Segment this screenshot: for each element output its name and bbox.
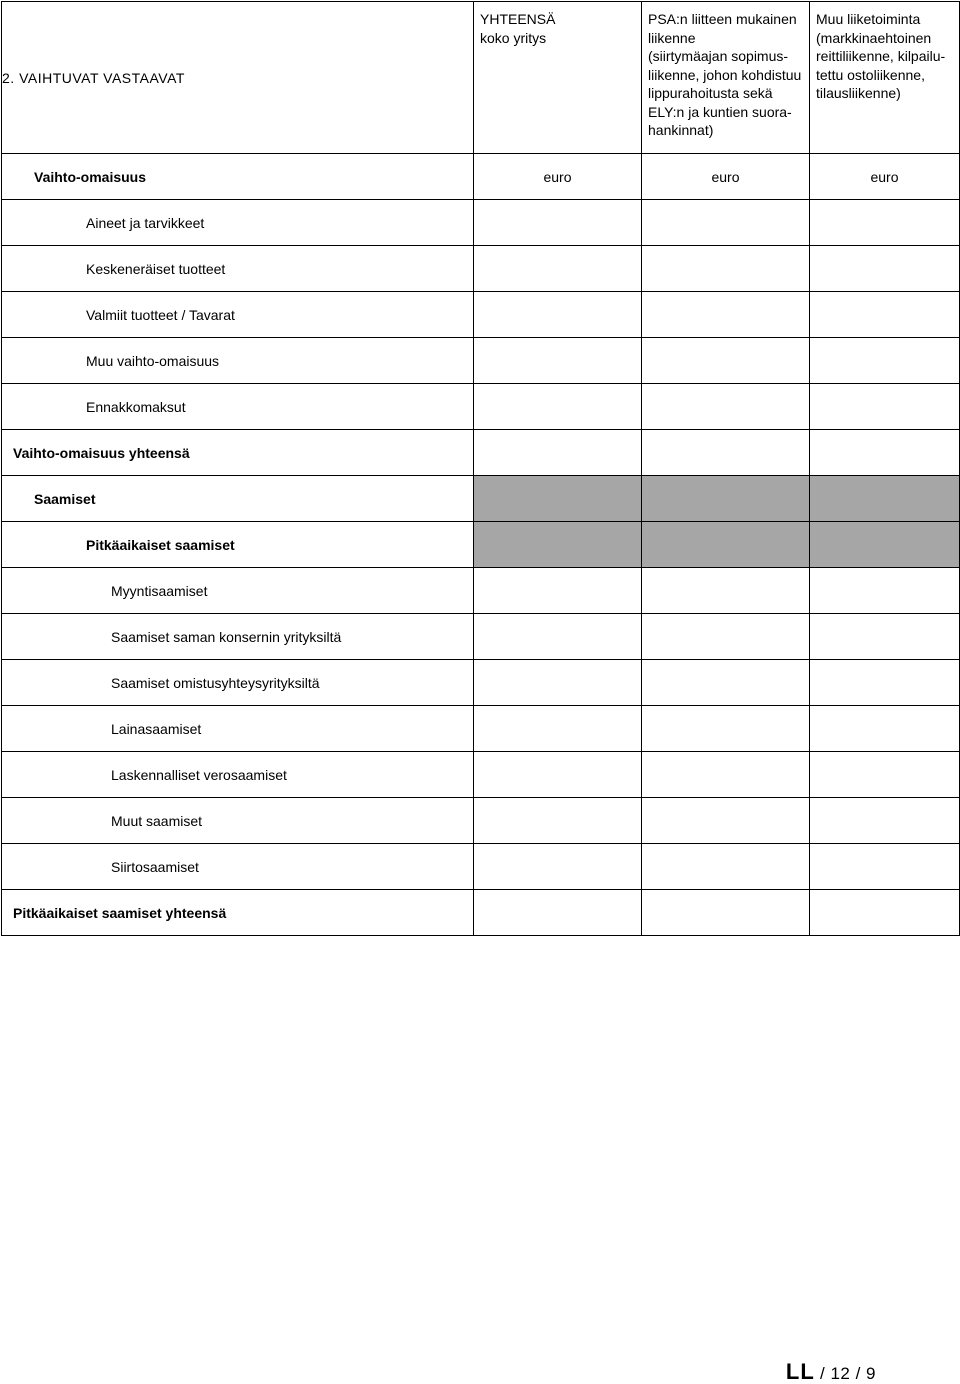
table-row: [2, 476, 960, 522]
table-row: [2, 338, 960, 384]
table-row: [2, 660, 960, 706]
value-cell-psa[interactable]: [642, 430, 810, 476]
shaded-cell: [642, 476, 810, 522]
shaded-cell: [474, 522, 642, 568]
value-cell-total[interactable]: [474, 752, 642, 798]
row-label: Aineet ja tarvikkeet: [2, 200, 474, 246]
value-cell-other[interactable]: [810, 844, 960, 890]
value-cell-psa[interactable]: [642, 706, 810, 752]
row-label-total: Vaihto-omaisuus yhteensä: [2, 430, 474, 476]
row-label: Saamiset omistusyhteysyrityksiltä: [2, 660, 474, 706]
value-cell-psa[interactable]: [642, 614, 810, 660]
row-label: Lainasaamiset: [2, 706, 474, 752]
column-header-total: YHTEENSÄ koko yritys: [474, 2, 642, 154]
table-row: [2, 200, 960, 246]
value-cell-total[interactable]: [474, 384, 642, 430]
value-cell-psa[interactable]: [642, 384, 810, 430]
form-code: LL: [785, 1359, 815, 1384]
table-row: [2, 522, 960, 568]
row-label-heading: Saamiset: [2, 476, 474, 522]
row-label: Siirtosaamiset: [2, 844, 474, 890]
value-cell-total[interactable]: [474, 200, 642, 246]
shaded-cell: [642, 522, 810, 568]
value-cell-other[interactable]: [810, 798, 960, 844]
value-cell-total[interactable]: [474, 660, 642, 706]
page-number: / 12 / 9: [820, 1364, 876, 1383]
value-cell-other[interactable]: [810, 384, 960, 430]
table-row: [2, 384, 960, 430]
value-cell-psa[interactable]: [642, 246, 810, 292]
unit-label-psa: euro: [642, 154, 810, 200]
column-header-other-business: Muu liiketoiminta (markkinaehtoinen reittiliikenne, kilpailu- tettu ostoliikenne, tilausliikenne): [810, 2, 960, 154]
value-cell-total[interactable]: [474, 338, 642, 384]
table-row: [2, 752, 960, 798]
section-title: 2. VAIHTUVAT VASTAAVAT: [2, 2, 474, 154]
table-row: [2, 706, 960, 752]
row-label: Saamiset saman konsernin yrityksiltä: [2, 614, 474, 660]
page-footer: [785, 1359, 876, 1384]
column-header-psa: PSA:n liitteen mukainen liikenne (siirtymäajan sopimus- liikenne, johon kohdistuu lippurahoitusta sekä ELY:n ja kuntien suora- hankinnat): [642, 2, 810, 154]
table-row: [2, 292, 960, 338]
value-cell-total[interactable]: [474, 890, 642, 936]
unit-label-other: euro: [810, 154, 960, 200]
value-cell-other[interactable]: [810, 200, 960, 246]
value-cell-other[interactable]: [810, 430, 960, 476]
value-cell-psa[interactable]: [642, 200, 810, 246]
row-label-heading: Pitkäaikaiset saamiset: [2, 522, 474, 568]
row-label: Muu vaihto-omaisuus: [2, 338, 474, 384]
value-cell-other[interactable]: [810, 246, 960, 292]
value-cell-other[interactable]: [810, 614, 960, 660]
value-cell-total[interactable]: [474, 292, 642, 338]
value-cell-psa[interactable]: [642, 798, 810, 844]
table-row: [2, 430, 960, 476]
inventory-heading: Vaihto-omaisuus: [2, 154, 474, 200]
header-row: [2, 2, 960, 154]
value-cell-psa[interactable]: [642, 660, 810, 706]
value-cell-psa[interactable]: [642, 568, 810, 614]
table-row: [2, 844, 960, 890]
value-cell-psa[interactable]: [642, 338, 810, 384]
value-cell-total[interactable]: [474, 246, 642, 292]
shaded-cell: [474, 476, 642, 522]
row-label-total: Pitkäaikaiset saamiset yhteensä: [2, 890, 474, 936]
value-cell-other[interactable]: [810, 706, 960, 752]
value-cell-total[interactable]: [474, 614, 642, 660]
value-cell-total[interactable]: [474, 568, 642, 614]
balance-sheet-form: [1, 1, 960, 936]
row-label: Ennakkomaksut: [2, 384, 474, 430]
row-label: Myyntisaamiset: [2, 568, 474, 614]
inventory-unit-row: [2, 154, 960, 200]
row-label: Valmiit tuotteet / Tavarat: [2, 292, 474, 338]
row-label: Laskennalliset verosaamiset: [2, 752, 474, 798]
value-cell-total[interactable]: [474, 798, 642, 844]
row-label: Muut saamiset: [2, 798, 474, 844]
table-row: [2, 890, 960, 936]
value-cell-psa[interactable]: [642, 752, 810, 798]
value-cell-psa[interactable]: [642, 292, 810, 338]
value-cell-total[interactable]: [474, 706, 642, 752]
value-cell-total[interactable]: [474, 844, 642, 890]
value-cell-total[interactable]: [474, 430, 642, 476]
table-row: [2, 246, 960, 292]
table-row: [2, 798, 960, 844]
value-cell-other[interactable]: [810, 292, 960, 338]
table-row: [2, 614, 960, 660]
table-row: [2, 568, 960, 614]
value-cell-psa[interactable]: [642, 844, 810, 890]
unit-label-total: euro: [474, 154, 642, 200]
value-cell-other[interactable]: [810, 752, 960, 798]
shaded-cell: [810, 476, 960, 522]
row-label: Keskeneräiset tuotteet: [2, 246, 474, 292]
value-cell-other[interactable]: [810, 338, 960, 384]
value-cell-psa[interactable]: [642, 890, 810, 936]
value-cell-other[interactable]: [810, 568, 960, 614]
shaded-cell: [810, 522, 960, 568]
value-cell-other[interactable]: [810, 890, 960, 936]
value-cell-other[interactable]: [810, 660, 960, 706]
